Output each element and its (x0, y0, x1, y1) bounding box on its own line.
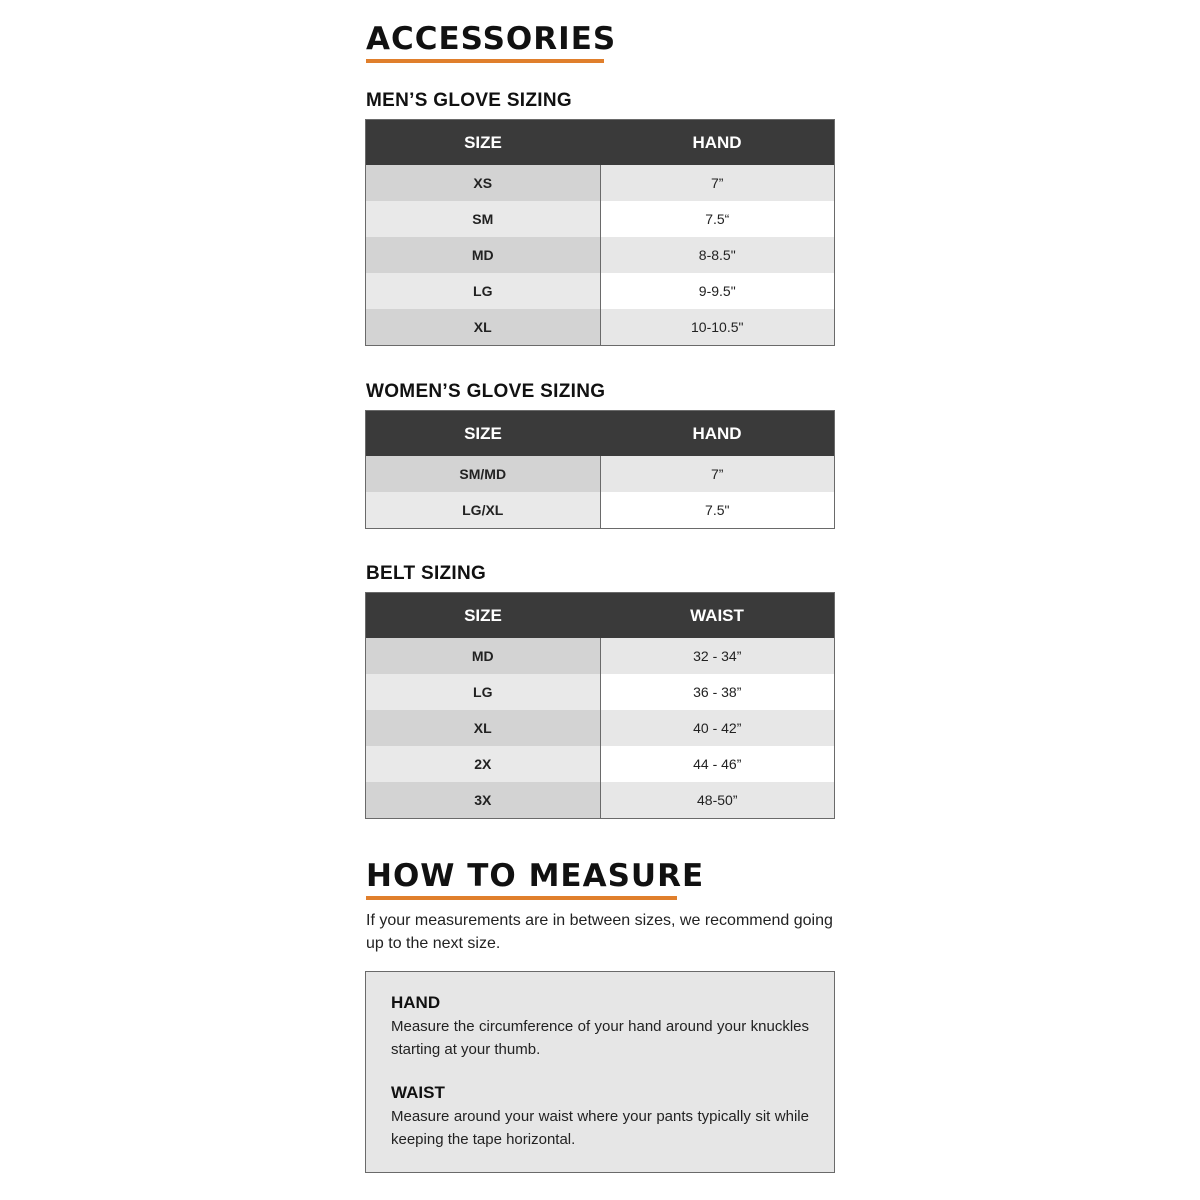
measure-instructions-box (365, 971, 835, 1173)
size-cell: LG (366, 674, 601, 710)
table-row (366, 710, 835, 746)
table-header-row (366, 120, 835, 166)
waist-cell: 40 - 42” (600, 710, 835, 746)
womens-glove-heading: WOMEN’S GLOVE SIZING (366, 381, 606, 402)
size-cell: XL (366, 309, 601, 346)
table-row (366, 746, 835, 782)
belt-table (365, 592, 835, 819)
waist-cell: 36 - 38” (600, 674, 835, 710)
hand-cell: 10-10.5" (600, 309, 835, 346)
size-cell: 3X (366, 782, 601, 819)
column-header-waist: WAIST (600, 593, 835, 639)
column-header-hand: HAND (600, 411, 835, 457)
column-header-size: SIZE (366, 120, 601, 166)
table-row (366, 309, 835, 346)
table-row (366, 273, 835, 309)
table-header-row (366, 593, 835, 639)
size-cell: LG/XL (366, 492, 601, 529)
column-header-size: SIZE (366, 411, 601, 457)
size-cell: SM (366, 201, 601, 237)
column-header-hand: HAND (600, 120, 835, 166)
table-row (366, 456, 835, 492)
table-header-row (366, 411, 835, 457)
table-row (366, 237, 835, 273)
waist-instruction-text: Measure around your waist where your pants typically sit while keeping the tape horizontal. (391, 1108, 809, 1148)
accessories-title: ACCESSORIES (366, 21, 617, 57)
hand-instruction-title: HAND (391, 993, 441, 1012)
how-to-measure-underline (366, 896, 677, 900)
womens-glove-table (365, 410, 835, 529)
table-row (366, 492, 835, 529)
accessories-underline (366, 59, 604, 63)
how-to-measure-title: HOW TO MEASURE (366, 858, 705, 894)
hand-cell: 7.5“ (600, 201, 835, 237)
size-cell: MD (366, 237, 601, 273)
mens-glove-heading: MEN’S GLOVE SIZING (366, 90, 572, 111)
table-row (366, 165, 835, 201)
size-cell: SM/MD (366, 456, 601, 492)
table-row (366, 201, 835, 237)
size-cell: LG (366, 273, 601, 309)
waist-cell: 48-50” (600, 782, 835, 819)
table-row (366, 782, 835, 819)
hand-cell: 7” (600, 456, 835, 492)
table-row (366, 638, 835, 674)
belt-heading: BELT SIZING (366, 563, 487, 584)
size-cell: 2X (366, 746, 601, 782)
size-cell: XL (366, 710, 601, 746)
size-cell: MD (366, 638, 601, 674)
mens-glove-table (365, 119, 835, 346)
waist-cell: 44 - 46” (600, 746, 835, 782)
hand-cell: 7” (600, 165, 835, 201)
table-row (366, 674, 835, 710)
hand-cell: 7.5" (600, 492, 835, 529)
waist-instruction-title: WAIST (391, 1083, 445, 1102)
size-cell: XS (366, 165, 601, 201)
hand-cell: 8-8.5" (600, 237, 835, 273)
column-header-size: SIZE (366, 593, 601, 639)
hand-cell: 9-9.5" (600, 273, 835, 309)
measure-intro-text: If your measurements are in between sizes, we recommend going up to the next size. (366, 912, 833, 952)
hand-instruction-text: Measure the circumference of your hand around your knuckles starting at your thumb. (391, 1018, 809, 1058)
waist-cell: 32 - 34” (600, 638, 835, 674)
